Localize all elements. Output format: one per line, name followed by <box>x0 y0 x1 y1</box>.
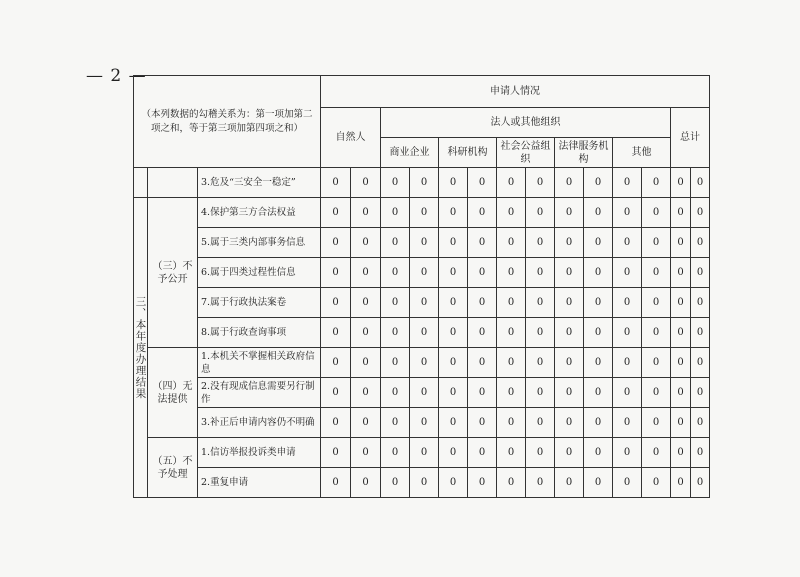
value-cell: 0 <box>468 198 497 228</box>
value-cell: 0 <box>526 348 555 378</box>
value-cell: 0 <box>439 168 468 198</box>
table-row <box>134 288 710 318</box>
value-cell: 0 <box>468 288 497 318</box>
table-row <box>134 408 710 438</box>
value-cell: 0 <box>381 468 410 498</box>
value-cell: 0 <box>671 468 691 498</box>
results-table <box>133 75 710 498</box>
value-cell: 0 <box>381 228 410 258</box>
value-cell: 0 <box>584 348 613 378</box>
value-cell: 0 <box>497 228 526 258</box>
value-cell: 0 <box>671 168 691 198</box>
empty-cell <box>134 168 148 198</box>
row-label: 2.重复申请 <box>198 468 321 498</box>
page-number: — 2 — <box>86 66 147 86</box>
empty-cell <box>148 168 198 198</box>
value-cell: 0 <box>555 438 584 468</box>
header-sub-legal-service: 法律服务机构 <box>555 138 613 168</box>
value-cell: 0 <box>642 408 671 438</box>
value-cell: 0 <box>497 408 526 438</box>
value-cell: 0 <box>555 408 584 438</box>
value-cell: 0 <box>439 288 468 318</box>
group-label: （四）无法提供 <box>148 348 198 438</box>
row-label: 8.属于行政查询事项 <box>198 318 321 348</box>
value-cell: 0 <box>613 228 642 258</box>
value-cell: 0 <box>526 318 555 348</box>
value-cell: 0 <box>439 348 468 378</box>
value-cell: 0 <box>381 378 410 408</box>
value-cell: 0 <box>691 468 710 498</box>
value-cell: 0 <box>439 468 468 498</box>
value-cell: 0 <box>321 168 351 198</box>
value-cell: 0 <box>613 348 642 378</box>
value-cell: 0 <box>351 348 381 378</box>
value-cell: 0 <box>321 408 351 438</box>
row-label: 7.属于行政执法案卷 <box>198 288 321 318</box>
value-cell: 0 <box>497 288 526 318</box>
value-cell: 0 <box>351 468 381 498</box>
value-cell: 0 <box>439 378 468 408</box>
value-cell: 0 <box>351 318 381 348</box>
value-cell: 0 <box>351 438 381 468</box>
value-cell: 0 <box>410 348 439 378</box>
table-row <box>134 228 710 258</box>
value-cell: 0 <box>613 168 642 198</box>
value-cell: 0 <box>613 378 642 408</box>
value-cell: 0 <box>468 438 497 468</box>
value-cell: 0 <box>410 228 439 258</box>
value-cell: 0 <box>381 258 410 288</box>
value-cell: 0 <box>410 168 439 198</box>
value-cell: 0 <box>691 168 710 198</box>
value-cell: 0 <box>642 468 671 498</box>
value-cell: 0 <box>584 378 613 408</box>
value-cell: 0 <box>497 438 526 468</box>
value-cell: 0 <box>439 258 468 288</box>
value-cell: 0 <box>642 288 671 318</box>
value-cell: 0 <box>584 318 613 348</box>
value-cell: 0 <box>526 228 555 258</box>
value-cell: 0 <box>381 288 410 318</box>
value-cell: 0 <box>584 288 613 318</box>
value-cell: 0 <box>642 348 671 378</box>
table-row <box>134 378 710 408</box>
header-sub-public-welfare: 社会公益组织 <box>497 138 555 168</box>
value-cell: 0 <box>321 288 351 318</box>
row-label: 1.信访举报投诉类申请 <box>198 438 321 468</box>
value-cell: 0 <box>381 318 410 348</box>
table-note: （本列数据的勾稽关系为：第一项加第二项之和，等于第三项加第四项之和） <box>134 76 321 168</box>
value-cell: 0 <box>642 378 671 408</box>
value-cell: 0 <box>468 348 497 378</box>
table-row <box>134 438 710 468</box>
value-cell: 0 <box>671 408 691 438</box>
section-label: 三、本年度办理结果 <box>134 198 148 498</box>
value-cell: 0 <box>439 438 468 468</box>
value-cell: 0 <box>642 258 671 288</box>
value-cell: 0 <box>410 378 439 408</box>
header-legal: 法人或其他组织 <box>381 108 671 138</box>
value-cell: 0 <box>555 258 584 288</box>
value-cell: 0 <box>671 318 691 348</box>
value-cell: 0 <box>613 258 642 288</box>
value-cell: 0 <box>439 228 468 258</box>
value-cell: 0 <box>497 198 526 228</box>
table-row <box>134 468 710 498</box>
value-cell: 0 <box>381 168 410 198</box>
value-cell: 0 <box>691 198 710 228</box>
header-sub-commercial: 商业企业 <box>381 138 439 168</box>
value-cell: 0 <box>410 318 439 348</box>
value-cell: 0 <box>410 258 439 288</box>
row-label: 6.属于四类过程性信息 <box>198 258 321 288</box>
value-cell: 0 <box>555 168 584 198</box>
value-cell: 0 <box>468 408 497 438</box>
table-row <box>134 258 710 288</box>
value-cell: 0 <box>497 378 526 408</box>
value-cell: 0 <box>642 228 671 258</box>
value-cell: 0 <box>351 378 381 408</box>
value-cell: 0 <box>613 468 642 498</box>
value-cell: 0 <box>613 288 642 318</box>
value-cell: 0 <box>410 198 439 228</box>
value-cell: 0 <box>439 198 468 228</box>
header-applicant: 申请人情况 <box>321 76 710 108</box>
value-cell: 0 <box>671 198 691 228</box>
value-cell: 0 <box>381 198 410 228</box>
value-cell: 0 <box>321 318 351 348</box>
value-cell: 0 <box>691 318 710 348</box>
value-cell: 0 <box>584 228 613 258</box>
value-cell: 0 <box>555 468 584 498</box>
value-cell: 0 <box>526 288 555 318</box>
header-sub-research: 科研机构 <box>439 138 497 168</box>
table-row <box>134 348 710 378</box>
value-cell: 0 <box>691 288 710 318</box>
value-cell: 0 <box>555 198 584 228</box>
table-row <box>134 198 710 228</box>
value-cell: 0 <box>526 438 555 468</box>
value-cell: 0 <box>555 228 584 258</box>
value-cell: 0 <box>526 408 555 438</box>
value-cell: 0 <box>321 438 351 468</box>
value-cell: 0 <box>526 198 555 228</box>
value-cell: 0 <box>321 258 351 288</box>
value-cell: 0 <box>497 348 526 378</box>
value-cell: 0 <box>555 288 584 318</box>
value-cell: 0 <box>468 228 497 258</box>
value-cell: 0 <box>526 168 555 198</box>
value-cell: 0 <box>691 228 710 258</box>
value-cell: 0 <box>691 378 710 408</box>
value-cell: 0 <box>642 198 671 228</box>
value-cell: 0 <box>691 438 710 468</box>
value-cell: 0 <box>351 228 381 258</box>
value-cell: 0 <box>613 408 642 438</box>
value-cell: 0 <box>584 198 613 228</box>
value-cell: 0 <box>691 348 710 378</box>
table-row <box>134 318 710 348</box>
value-cell: 0 <box>351 258 381 288</box>
value-cell: 0 <box>497 468 526 498</box>
value-cell: 0 <box>439 318 468 348</box>
value-cell: 0 <box>671 258 691 288</box>
value-cell: 0 <box>526 468 555 498</box>
group-label: （三）不予公开 <box>148 198 198 348</box>
value-cell: 0 <box>410 408 439 438</box>
value-cell: 0 <box>321 348 351 378</box>
row-label: 5.属于三类内部事务信息 <box>198 228 321 258</box>
value-cell: 0 <box>381 438 410 468</box>
value-cell: 0 <box>691 258 710 288</box>
value-cell: 0 <box>584 168 613 198</box>
row-label: 3.补正后申请内容仍不明确 <box>198 408 321 438</box>
value-cell: 0 <box>613 318 642 348</box>
value-cell: 0 <box>555 318 584 348</box>
value-cell: 0 <box>671 228 691 258</box>
value-cell: 0 <box>410 288 439 318</box>
value-cell: 0 <box>321 198 351 228</box>
value-cell: 0 <box>555 348 584 378</box>
value-cell: 0 <box>584 468 613 498</box>
value-cell: 0 <box>642 168 671 198</box>
value-cell: 0 <box>351 288 381 318</box>
value-cell: 0 <box>584 258 613 288</box>
value-cell: 0 <box>439 408 468 438</box>
value-cell: 0 <box>468 168 497 198</box>
value-cell: 0 <box>381 408 410 438</box>
value-cell: 0 <box>691 408 710 438</box>
row-label: 1.本机关不掌握相关政府信息 <box>198 348 321 378</box>
value-cell: 0 <box>321 228 351 258</box>
value-cell: 0 <box>351 168 381 198</box>
row-label: 4.保护第三方合法权益 <box>198 198 321 228</box>
value-cell: 0 <box>613 198 642 228</box>
value-cell: 0 <box>526 378 555 408</box>
value-cell: 0 <box>410 468 439 498</box>
value-cell: 0 <box>468 258 497 288</box>
value-cell: 0 <box>497 168 526 198</box>
value-cell: 0 <box>671 378 691 408</box>
value-cell: 0 <box>584 408 613 438</box>
value-cell: 0 <box>671 288 691 318</box>
value-cell: 0 <box>671 438 691 468</box>
value-cell: 0 <box>671 348 691 378</box>
value-cell: 0 <box>584 438 613 468</box>
header-total: 总计 <box>671 108 710 168</box>
group-label: （五）不予处理 <box>148 438 198 498</box>
table-row <box>134 168 710 198</box>
value-cell: 0 <box>642 318 671 348</box>
row-label: 3.危及“三安全一稳定” <box>198 168 321 198</box>
value-cell: 0 <box>321 378 351 408</box>
value-cell: 0 <box>351 198 381 228</box>
value-cell: 0 <box>410 438 439 468</box>
header-sub-other: 其他 <box>613 138 671 168</box>
value-cell: 0 <box>497 258 526 288</box>
value-cell: 0 <box>351 408 381 438</box>
row-label: 2.没有现成信息需要另行制作 <box>198 378 321 408</box>
value-cell: 0 <box>555 378 584 408</box>
value-cell: 0 <box>381 348 410 378</box>
value-cell: 0 <box>526 258 555 288</box>
value-cell: 0 <box>468 318 497 348</box>
value-cell: 0 <box>468 378 497 408</box>
value-cell: 0 <box>497 318 526 348</box>
header-natural-person: 自然人 <box>321 108 381 168</box>
value-cell: 0 <box>321 468 351 498</box>
value-cell: 0 <box>613 438 642 468</box>
value-cell: 0 <box>468 468 497 498</box>
value-cell: 0 <box>642 438 671 468</box>
